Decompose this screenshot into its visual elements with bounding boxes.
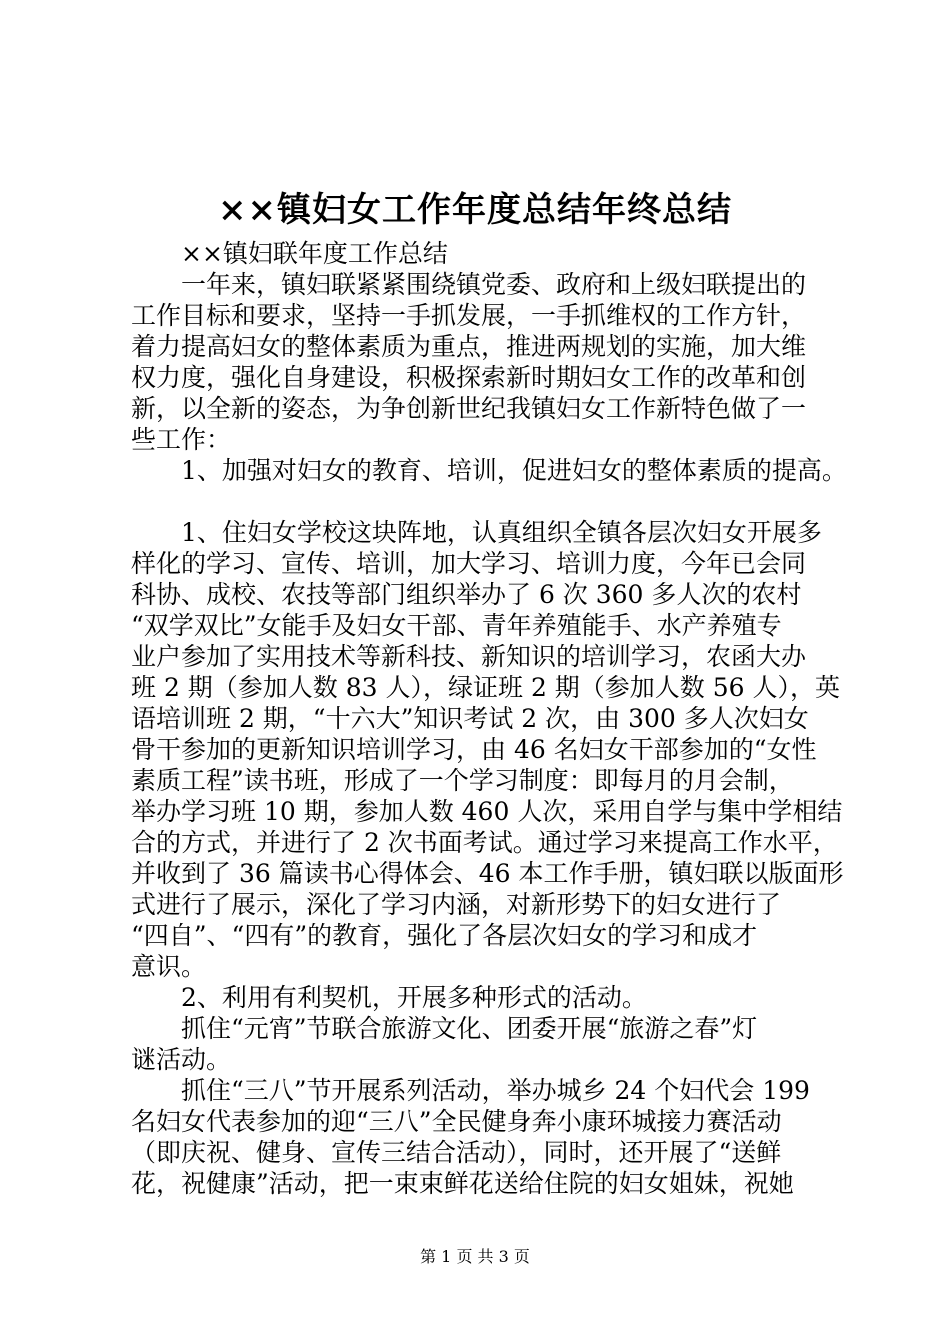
section-heading-line: 1、加强对妇女的教育、培训，促进妇女的整体素质的提高。 [181,456,847,485]
paragraph-line: 着力提高妇女的整体素质为重点，推进两规划的实施，加大维 [131,332,807,361]
paragraph-line: 谜活动。 [131,1045,232,1074]
paragraph-line: 班 2 期（参加人数 83 人），绿证班 2 期（参加人数 56 人），英 [131,673,841,702]
paragraph-line: 骨干参加的更新知识培训学习，由 46 名妇女干部参加的“女性 [131,735,817,764]
paragraph-line: 举办学习班 10 期，参加人数 460 人次，采用自学与集中学相结 [131,797,843,826]
paragraph-line: 科协、成校、农技等部门组织举办了 6 次 360 多人次的农村 [131,580,802,609]
paragraph-line: 意识。 [131,952,207,981]
subtitle-line: ××镇妇联年度工作总结 [181,239,448,268]
paragraph-line: 名妇女代表参加的迎“三八”全民健身奔小康环城接力赛活动 [131,1107,782,1136]
section-heading-line: 2、利用有利契机，开展多种形式的活动。 [181,983,647,1012]
paragraph-line: 抓住“元宵”节联合旅游文化、团委开展“旅游之春”灯 [181,1014,758,1043]
paragraph-line: “双学双比”女能手及妇女干部、青年养殖能手、水产养殖专 [131,611,782,640]
blank-line [131,486,831,517]
paragraph-line: 权力度，强化自身建设，积极探索新时期妇女工作的改革和创 [131,363,807,392]
paragraph-line: 合的方式，并进行了 2 次书面考试。通过学习来提高工作水平， [131,828,838,857]
document-title: ××镇妇女工作年度总结年终总结 [218,190,732,230]
paragraph-line: 抓住“三八”节开展系列活动，举办城乡 24 个妇代会 199 [181,1076,810,1105]
paragraph-line: “四自”、“四有”的教育，强化了各层次妇女的学习和成才 [131,921,758,950]
paragraph-line: 工作目标和要求，坚持一手抓发展，一手抓维权的工作方针， [131,301,807,330]
paragraph-line: 样化的学习、宣传、培训，加大学习、培训力度，今年已会同 [131,549,807,578]
page-number-footer: 第 1 页 共 3 页 [420,1247,530,1266]
paragraph-line: 一年来，镇妇联紧紧围绕镇党委、政府和上级妇联提出的 [181,270,807,299]
paragraph-line: 素质工程”读书班，形成了一个学习制度：即每月的月会制， [131,766,794,795]
paragraph-line: 并收到了 36 篇读书心得体会、46 本工作手册，镇妇联以版面形 [131,859,844,888]
paragraph-line: 些工作： [131,425,232,454]
paragraph-line: 式进行了展示，深化了学习内涵，对新形势下的妇女进行了 [131,890,782,919]
paragraph-line: 新，以全新的姿态，为争创新世纪我镇妇女工作新特色做了一 [131,394,807,423]
paragraph-line: 语培训班 2 期，“十六大”知识考试 2 次，由 300 多人次妇女 [131,704,809,733]
document-body [131,238,847,1199]
paragraph-line: 花，祝健康”活动，把一束束鲜花送给住院的妇女姐妹，祝她 [131,1169,794,1198]
paragraph-line: （即庆祝、健身、宣传三结合活动），同时，还开展了“送鲜 [131,1138,782,1167]
paragraph-line: 业户参加了实用技术等新科技、新知识的培训学习，农函大办 [131,642,807,671]
paragraph-line: 1、住妇女学校这块阵地，认真组织全镇各层次妇女开展多 [181,518,822,547]
